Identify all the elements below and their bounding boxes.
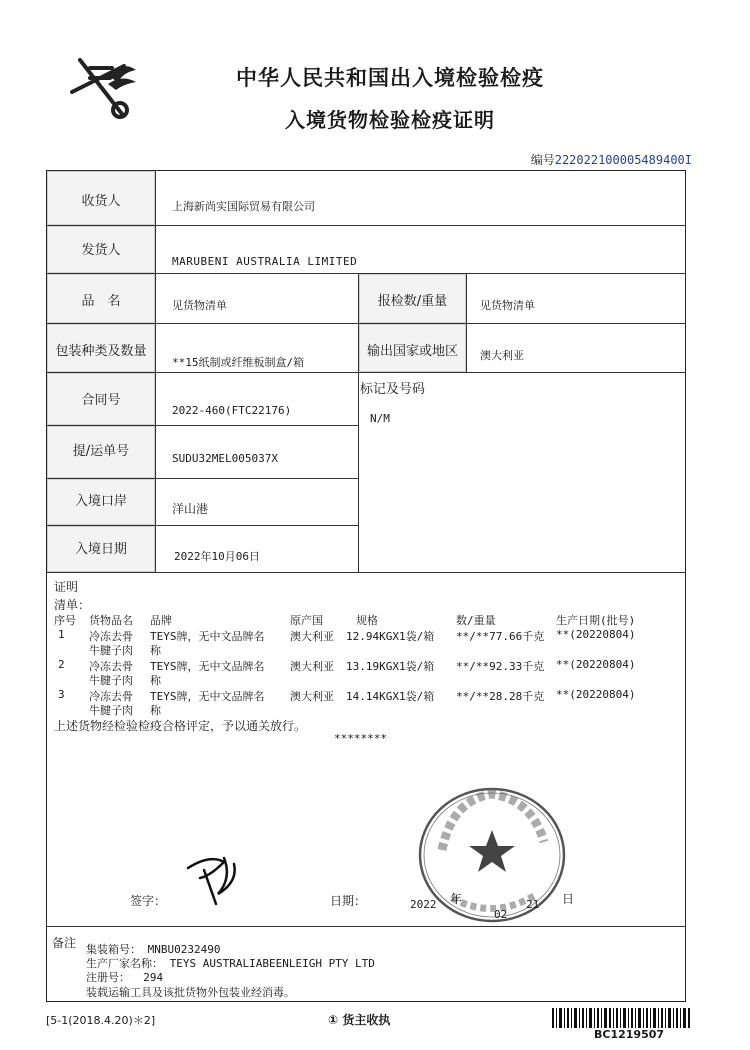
contract-value: 2022-460(FTC22176) (172, 404, 292, 417)
row3-spec: 14.14KGX1袋/箱 (346, 690, 435, 703)
consignee-label: 收货人 (81, 194, 121, 209)
date-label: 日期： (330, 894, 367, 908)
date-year: 2022 (410, 898, 437, 911)
origin-country-value: 澳大利亚 (480, 349, 524, 362)
serial-value: 222022100005489400I (554, 153, 692, 167)
marks-label: 标记及号码 (360, 382, 426, 397)
contract-label: 合同号 (81, 393, 121, 408)
bill-of-lading-value: SUDU32MEL005037X (172, 452, 278, 465)
col-divider (155, 170, 156, 572)
row2-date: **(20220804) (556, 658, 636, 671)
package-value: **15纸制或纤维板制盒/箱 (172, 356, 305, 369)
consignor-value: MARUBENI AUSTRALIA LIMITED (172, 255, 358, 268)
remarks-label: 备注 (52, 936, 77, 950)
form-code: [5-1(2018.4.20)＊2] (46, 1014, 156, 1027)
row2-qty: **/**92.33千克 (456, 660, 545, 673)
entry-date-value: 2022年10月06日 (174, 550, 260, 563)
date-day-unit: 日 (562, 892, 575, 906)
row1-qty: **/**77.66千克 (456, 630, 545, 643)
marks-value: N/M (370, 412, 390, 425)
certificate-heading: 证明 (54, 580, 79, 594)
row1-origin: 澳大利亚 (290, 630, 334, 643)
row1-no: 1 (58, 628, 65, 641)
copy-label: ① 货主收执 (328, 1013, 391, 1027)
barcode-text: BC1219507 (594, 1028, 665, 1041)
quantity-label: 报检数/重量 (377, 294, 448, 309)
consignor-label: 发货人 (81, 243, 121, 258)
row3-name: 冷冻去骨 (89, 690, 133, 703)
row2-name2: 牛腱子肉 (89, 674, 133, 687)
col-header-qty: 数/重量 (456, 614, 496, 627)
consignee-value: 上海新尚实国际贸易有限公司 (172, 200, 315, 213)
end-stars: ******** (334, 732, 387, 745)
barcode (552, 1008, 692, 1028)
row2-brand: TEYS牌，无中文品牌名 (150, 660, 265, 673)
title-line1: 中华人民共和国出入境检验检疫 (236, 66, 544, 90)
bill-of-lading-label: 提/运单号 (72, 444, 130, 459)
row3-brand2: 称 (150, 704, 161, 717)
serial-label: 编号 (530, 153, 555, 167)
serial-number (531, 151, 692, 168)
col-divider (466, 273, 467, 372)
entry-date-label: 入境日期 (74, 542, 127, 557)
date-day: 21 (526, 898, 540, 911)
col-header-no: 序号 (54, 614, 76, 627)
row3-qty: **/**28.28千克 (456, 690, 545, 703)
col-header-brand: 品牌 (150, 614, 172, 627)
quantity-value: 见货物清单 (480, 299, 535, 312)
row1-name2: 牛腱子肉 (89, 644, 133, 657)
row3-origin: 澳大利亚 (290, 690, 334, 703)
disinfection-note: 装载运输工具及该批货物外包装业经消毒。 (86, 986, 295, 999)
row1-brand: TEYS牌，无中文品牌名 (150, 630, 265, 643)
row2-no: 2 (58, 658, 65, 671)
registration-number: 注册号： 294 (86, 971, 164, 984)
row3-name2: 牛腱子肉 (89, 704, 133, 717)
col-header-date: 生产日期(批号) (556, 614, 636, 627)
col-header-name: 货物品名 (89, 614, 133, 627)
date-year-unit: 年 (450, 892, 463, 906)
row2-brand2: 称 (150, 674, 161, 687)
row-divider (46, 926, 686, 927)
product-value: 见货物清单 (172, 299, 227, 312)
entry-port-label: 入境口岸 (74, 494, 127, 509)
row2-origin: 澳大利亚 (290, 660, 334, 673)
package-label: 包装种类及数量 (55, 344, 147, 359)
product-label: 品 名 (81, 294, 121, 309)
row1-date: **(20220804) (556, 628, 636, 641)
row3-no: 3 (58, 688, 65, 701)
row1-brand2: 称 (150, 644, 161, 657)
sign-label: 签字： (130, 894, 167, 908)
row2-name: 冷冻去骨 (89, 660, 133, 673)
conclusion-text: 上述货物经检验检疫合格评定，予以通关放行。 (54, 719, 307, 733)
handwritten-signature (180, 848, 250, 908)
row1-spec: 12.94KGX1袋/箱 (346, 630, 435, 643)
origin-country-label: 输出国家或地区 (366, 344, 458, 359)
row1-name: 冷冻去骨 (89, 630, 133, 643)
list-heading: 清单： (54, 598, 91, 612)
title-line2: 入境货物检验检疫证明 (285, 108, 495, 132)
container-number: 集装箱号： MNBU0232490 (86, 943, 221, 956)
entry-port-value: 洋山港 (172, 502, 209, 516)
col-header-spec: 规格 (356, 614, 378, 627)
col-header-origin: 原产国 (290, 614, 323, 627)
row3-date: **(20220804) (556, 688, 636, 701)
date-month: 02 (494, 908, 508, 921)
row3-brand: TEYS牌，无中文品牌名 (150, 690, 265, 703)
row-divider (46, 572, 686, 573)
row2-spec: 13.19KGX1袋/箱 (346, 660, 435, 673)
manufacturer-name: 生产厂家名称： TEYS AUSTRALIABEENLEIGH PTY LTD (86, 957, 375, 970)
